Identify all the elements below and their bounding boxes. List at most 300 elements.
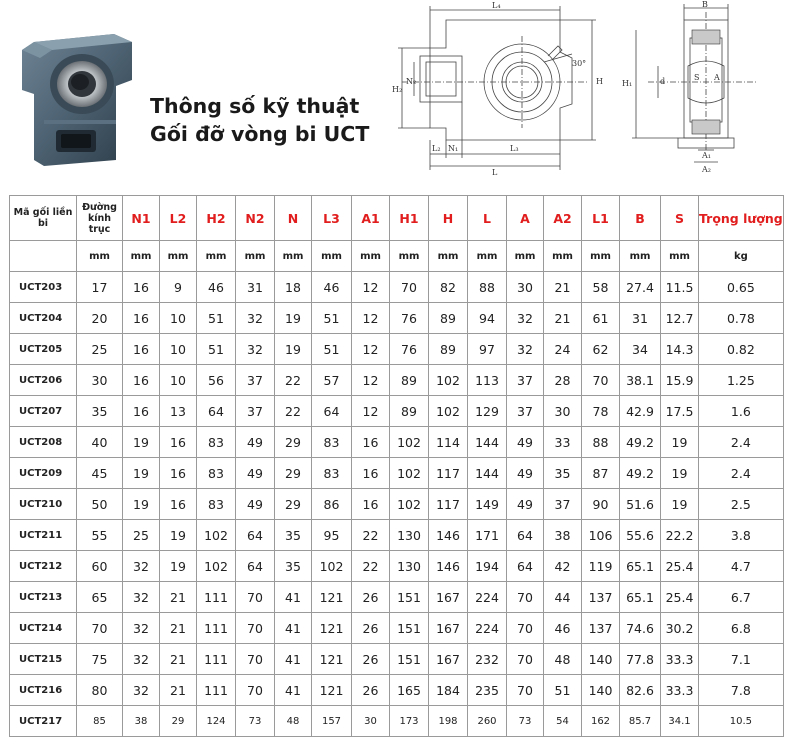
value-cell: 14.3 xyxy=(661,334,699,365)
unit-cell: mm xyxy=(352,241,390,272)
value-cell: 57 xyxy=(312,365,352,396)
value-cell: 1.6 xyxy=(699,396,784,427)
value-cell: 25 xyxy=(77,334,123,365)
value-cell: 151 xyxy=(390,582,429,613)
table-row xyxy=(10,644,784,675)
value-cell: 117 xyxy=(429,489,468,520)
value-cell: 35 xyxy=(77,396,123,427)
value-cell: 35 xyxy=(544,458,582,489)
value-cell: 10 xyxy=(160,334,197,365)
value-cell: 130 xyxy=(390,551,429,582)
value-cell: 167 xyxy=(429,613,468,644)
column-header: L2 xyxy=(160,196,197,241)
value-cell: 27.4 xyxy=(620,272,661,303)
value-cell: 30 xyxy=(507,272,544,303)
value-cell: 25 xyxy=(123,520,160,551)
value-cell: 0.65 xyxy=(699,272,784,303)
value-cell: 184 xyxy=(429,675,468,706)
value-cell: 111 xyxy=(197,644,236,675)
value-cell: 54 xyxy=(544,706,582,737)
model-cell: UCT204 xyxy=(10,303,77,334)
column-header: Mã gối liền bi xyxy=(10,196,77,241)
value-cell: 65.1 xyxy=(620,582,661,613)
unit-cell: mm xyxy=(123,241,160,272)
value-cell: 4.7 xyxy=(699,551,784,582)
dim-label-N1: N₁ xyxy=(448,144,459,153)
value-cell: 46 xyxy=(544,613,582,644)
value-cell: 119 xyxy=(582,551,620,582)
value-cell: 51 xyxy=(197,334,236,365)
value-cell: 86 xyxy=(312,489,352,520)
value-cell: 7.1 xyxy=(699,644,784,675)
value-cell: 33.3 xyxy=(661,675,699,706)
value-cell: 95 xyxy=(312,520,352,551)
value-cell: 64 xyxy=(236,551,275,582)
value-cell: 32 xyxy=(123,613,160,644)
value-cell: 22 xyxy=(275,365,312,396)
value-cell: 12.7 xyxy=(661,303,699,334)
dim-label-L: L xyxy=(492,168,498,177)
value-cell: 12 xyxy=(352,396,390,427)
value-cell: 11.5 xyxy=(661,272,699,303)
value-cell: 82 xyxy=(429,272,468,303)
value-cell: 21 xyxy=(160,675,197,706)
value-cell: 94 xyxy=(468,303,507,334)
spec-table xyxy=(9,195,784,737)
value-cell: 102 xyxy=(429,365,468,396)
value-cell: 88 xyxy=(468,272,507,303)
value-cell: 37 xyxy=(507,396,544,427)
value-cell: 83 xyxy=(197,458,236,489)
model-cell: UCT208 xyxy=(10,427,77,458)
value-cell: 48 xyxy=(544,644,582,675)
value-cell: 30 xyxy=(544,396,582,427)
value-cell: 25.4 xyxy=(661,551,699,582)
value-cell: 37 xyxy=(236,396,275,427)
value-cell: 46 xyxy=(197,272,236,303)
value-cell: 87 xyxy=(582,458,620,489)
unit-cell: mm xyxy=(275,241,312,272)
value-cell: 51 xyxy=(197,303,236,334)
bearing-unit-photo xyxy=(14,20,142,170)
value-cell: 46 xyxy=(312,272,352,303)
value-cell: 102 xyxy=(390,458,429,489)
model-cell: UCT212 xyxy=(10,551,77,582)
value-cell: 90 xyxy=(582,489,620,520)
value-cell: 49.2 xyxy=(620,458,661,489)
value-cell: 55 xyxy=(77,520,123,551)
column-header: H2 xyxy=(197,196,236,241)
unit-cell: mm xyxy=(197,241,236,272)
value-cell: 49 xyxy=(236,427,275,458)
value-cell: 19 xyxy=(661,427,699,458)
value-cell: 26 xyxy=(352,675,390,706)
table-body xyxy=(10,272,784,737)
table-row xyxy=(10,334,784,365)
table-row xyxy=(10,365,784,396)
value-cell: 16 xyxy=(160,458,197,489)
side-view-drawing xyxy=(618,0,778,178)
model-cell: UCT206 xyxy=(10,365,77,396)
value-cell: 64 xyxy=(312,396,352,427)
table-row xyxy=(10,396,784,427)
value-cell: 70 xyxy=(390,272,429,303)
column-header: L3 xyxy=(312,196,352,241)
value-cell: 73 xyxy=(507,706,544,737)
model-cell: UCT213 xyxy=(10,582,77,613)
value-cell: 140 xyxy=(582,675,620,706)
column-header: B xyxy=(620,196,661,241)
value-cell: 38 xyxy=(544,520,582,551)
value-cell: 16 xyxy=(352,427,390,458)
model-cell: UCT209 xyxy=(10,458,77,489)
value-cell: 102 xyxy=(312,551,352,582)
value-cell: 12 xyxy=(352,365,390,396)
value-cell: 146 xyxy=(429,551,468,582)
column-header: L xyxy=(468,196,507,241)
value-cell: 114 xyxy=(429,427,468,458)
model-cell: UCT211 xyxy=(10,520,77,551)
value-cell: 83 xyxy=(312,458,352,489)
value-cell: 89 xyxy=(390,365,429,396)
unit-cell: mm xyxy=(582,241,620,272)
value-cell: 45 xyxy=(77,458,123,489)
value-cell: 75 xyxy=(77,644,123,675)
value-cell: 130 xyxy=(390,520,429,551)
value-cell: 102 xyxy=(390,489,429,520)
title-line-1: Thông số kỹ thuật xyxy=(150,94,360,118)
value-cell: 26 xyxy=(352,613,390,644)
unit-cell xyxy=(10,241,77,272)
value-cell: 89 xyxy=(390,396,429,427)
value-cell: 48 xyxy=(275,706,312,737)
model-cell: UCT215 xyxy=(10,644,77,675)
value-cell: 44 xyxy=(544,582,582,613)
value-cell: 3.8 xyxy=(699,520,784,551)
value-cell: 37 xyxy=(544,489,582,520)
value-cell: 22.2 xyxy=(661,520,699,551)
model-cell: UCT216 xyxy=(10,675,77,706)
unit-cell: mm xyxy=(544,241,582,272)
value-cell: 10.5 xyxy=(699,706,784,737)
value-cell: 9 xyxy=(160,272,197,303)
value-cell: 32 xyxy=(123,551,160,582)
value-cell: 19 xyxy=(275,303,312,334)
dim-label-A: A xyxy=(714,73,720,82)
value-cell: 64 xyxy=(197,396,236,427)
value-cell: 13 xyxy=(160,396,197,427)
value-cell: 29 xyxy=(275,489,312,520)
value-cell: 20 xyxy=(77,303,123,334)
dim-label-H2: H₂ xyxy=(392,85,403,94)
value-cell: 30 xyxy=(352,706,390,737)
value-cell: 224 xyxy=(468,582,507,613)
column-header: A2 xyxy=(544,196,582,241)
unit-cell: mm xyxy=(312,241,352,272)
value-cell: 16 xyxy=(123,365,160,396)
value-cell: 6.8 xyxy=(699,613,784,644)
value-cell: 140 xyxy=(582,644,620,675)
value-cell: 32 xyxy=(507,303,544,334)
value-cell: 70 xyxy=(507,582,544,613)
value-cell: 40 xyxy=(77,427,123,458)
value-cell: 232 xyxy=(468,644,507,675)
front-view-drawing xyxy=(372,0,617,178)
value-cell: 76 xyxy=(390,334,429,365)
value-cell: 235 xyxy=(468,675,507,706)
value-cell: 42.9 xyxy=(620,396,661,427)
column-header: S xyxy=(661,196,699,241)
table-row xyxy=(10,458,784,489)
value-cell: 25.4 xyxy=(661,582,699,613)
value-cell: 2.4 xyxy=(699,458,784,489)
table-row xyxy=(10,613,784,644)
value-cell: 41 xyxy=(275,644,312,675)
value-cell: 41 xyxy=(275,613,312,644)
value-cell: 76 xyxy=(390,303,429,334)
dim-label-B: B xyxy=(702,0,708,9)
value-cell: 49.2 xyxy=(620,427,661,458)
value-cell: 80 xyxy=(77,675,123,706)
value-cell: 16 xyxy=(352,489,390,520)
value-cell: 16 xyxy=(123,334,160,365)
value-cell: 144 xyxy=(468,427,507,458)
value-cell: 124 xyxy=(197,706,236,737)
value-cell: 49 xyxy=(236,458,275,489)
value-cell: 19 xyxy=(123,458,160,489)
value-cell: 12 xyxy=(352,272,390,303)
value-cell: 113 xyxy=(468,365,507,396)
value-cell: 41 xyxy=(275,582,312,613)
value-cell: 129 xyxy=(468,396,507,427)
dim-label-L4: L₄ xyxy=(492,1,501,10)
value-cell: 18 xyxy=(275,272,312,303)
unit-cell: mm xyxy=(77,241,123,272)
value-cell: 83 xyxy=(197,427,236,458)
value-cell: 167 xyxy=(429,644,468,675)
value-cell: 26 xyxy=(352,582,390,613)
value-cell: 24 xyxy=(544,334,582,365)
value-cell: 51 xyxy=(312,303,352,334)
value-cell: 111 xyxy=(197,675,236,706)
value-cell: 70 xyxy=(236,675,275,706)
value-cell: 32 xyxy=(236,334,275,365)
column-header: H1 xyxy=(390,196,429,241)
table-row xyxy=(10,303,784,334)
column-header: A xyxy=(507,196,544,241)
value-cell: 70 xyxy=(77,613,123,644)
value-cell: 85 xyxy=(77,706,123,737)
value-cell: 10 xyxy=(160,303,197,334)
value-cell: 167 xyxy=(429,582,468,613)
value-cell: 29 xyxy=(160,706,197,737)
value-cell: 32 xyxy=(236,303,275,334)
value-cell: 173 xyxy=(390,706,429,737)
page-title xyxy=(150,92,369,148)
value-cell: 89 xyxy=(429,303,468,334)
dim-label-L2: L₂ xyxy=(432,144,441,153)
value-cell: 165 xyxy=(390,675,429,706)
value-cell: 49 xyxy=(507,427,544,458)
header xyxy=(0,0,792,190)
value-cell: 16 xyxy=(160,489,197,520)
value-cell: 70 xyxy=(582,365,620,396)
dim-label-N2: N₂ xyxy=(406,77,417,86)
value-cell: 70 xyxy=(236,613,275,644)
value-cell: 0.82 xyxy=(699,334,784,365)
value-cell: 29 xyxy=(275,458,312,489)
value-cell: 32 xyxy=(123,675,160,706)
value-cell: 102 xyxy=(390,427,429,458)
value-cell: 111 xyxy=(197,613,236,644)
dim-label-S: S xyxy=(694,73,700,82)
value-cell: 17 xyxy=(77,272,123,303)
value-cell: 224 xyxy=(468,613,507,644)
table-row xyxy=(10,582,784,613)
value-cell: 137 xyxy=(582,613,620,644)
value-cell: 26 xyxy=(352,644,390,675)
value-cell: 64 xyxy=(507,520,544,551)
value-cell: 10 xyxy=(160,365,197,396)
model-cell: UCT217 xyxy=(10,706,77,737)
value-cell: 194 xyxy=(468,551,507,582)
value-cell: 50 xyxy=(77,489,123,520)
value-cell: 32 xyxy=(507,334,544,365)
value-cell: 34.1 xyxy=(661,706,699,737)
dim-label-A2: A₂ xyxy=(702,165,711,174)
unit-cell: mm xyxy=(429,241,468,272)
value-cell: 31 xyxy=(236,272,275,303)
value-cell: 56 xyxy=(197,365,236,396)
value-cell: 121 xyxy=(312,582,352,613)
value-cell: 16 xyxy=(160,427,197,458)
value-cell: 146 xyxy=(429,520,468,551)
value-cell: 35 xyxy=(275,520,312,551)
value-cell: 61 xyxy=(582,303,620,334)
value-cell: 64 xyxy=(236,520,275,551)
value-cell: 21 xyxy=(160,613,197,644)
value-cell: 117 xyxy=(429,458,468,489)
dim-label-H: H xyxy=(596,77,603,86)
column-header: H xyxy=(429,196,468,241)
value-cell: 162 xyxy=(582,706,620,737)
dim-label-angle: 30° xyxy=(572,59,587,68)
value-cell: 88 xyxy=(582,427,620,458)
value-cell: 60 xyxy=(77,551,123,582)
unit-cell: mm xyxy=(468,241,507,272)
value-cell: 6.7 xyxy=(699,582,784,613)
value-cell: 16 xyxy=(123,272,160,303)
dim-label-H1: H₁ xyxy=(622,79,633,88)
value-cell: 32 xyxy=(123,644,160,675)
unit-cell: kg xyxy=(699,241,784,272)
column-header: N2 xyxy=(236,196,275,241)
value-cell: 106 xyxy=(582,520,620,551)
column-header: N1 xyxy=(123,196,160,241)
title-line-2: Gối đỡ vòng bi UCT xyxy=(150,122,370,146)
value-cell: 41 xyxy=(275,675,312,706)
value-cell: 51 xyxy=(544,675,582,706)
value-cell: 49 xyxy=(507,489,544,520)
dim-label-L3: L₃ xyxy=(510,144,519,153)
model-cell: UCT203 xyxy=(10,272,77,303)
value-cell: 51 xyxy=(312,334,352,365)
table-header-row xyxy=(10,196,784,241)
value-cell: 22 xyxy=(352,520,390,551)
unit-cell: mm xyxy=(236,241,275,272)
value-cell: 16 xyxy=(123,396,160,427)
table-row xyxy=(10,272,784,303)
unit-cell: mm xyxy=(160,241,197,272)
value-cell: 74.6 xyxy=(620,613,661,644)
value-cell: 62 xyxy=(582,334,620,365)
value-cell: 12 xyxy=(352,303,390,334)
value-cell: 28 xyxy=(544,365,582,396)
table-row xyxy=(10,489,784,520)
value-cell: 19 xyxy=(275,334,312,365)
value-cell: 30 xyxy=(77,365,123,396)
value-cell: 171 xyxy=(468,520,507,551)
value-cell: 15.9 xyxy=(661,365,699,396)
value-cell: 38.1 xyxy=(620,365,661,396)
table-row xyxy=(10,551,784,582)
value-cell: 38 xyxy=(123,706,160,737)
table-units-row xyxy=(10,241,784,272)
value-cell: 64 xyxy=(507,551,544,582)
value-cell: 49 xyxy=(507,458,544,489)
value-cell: 65.1 xyxy=(620,551,661,582)
value-cell: 7.8 xyxy=(699,675,784,706)
value-cell: 17.5 xyxy=(661,396,699,427)
value-cell: 51.6 xyxy=(620,489,661,520)
value-cell: 78 xyxy=(582,396,620,427)
value-cell: 19 xyxy=(160,520,197,551)
value-cell: 49 xyxy=(236,489,275,520)
unit-cell: mm xyxy=(661,241,699,272)
dim-label-d: d xyxy=(660,77,666,86)
value-cell: 31 xyxy=(620,303,661,334)
value-cell: 37 xyxy=(236,365,275,396)
value-cell: 85.7 xyxy=(620,706,661,737)
value-cell: 121 xyxy=(312,613,352,644)
value-cell: 70 xyxy=(507,644,544,675)
table-row xyxy=(10,427,784,458)
unit-cell: mm xyxy=(507,241,544,272)
value-cell: 34 xyxy=(620,334,661,365)
value-cell: 19 xyxy=(661,458,699,489)
value-cell: 137 xyxy=(582,582,620,613)
value-cell: 29 xyxy=(275,427,312,458)
value-cell: 1.25 xyxy=(699,365,784,396)
value-cell: 42 xyxy=(544,551,582,582)
value-cell: 19 xyxy=(123,427,160,458)
value-cell: 16 xyxy=(352,458,390,489)
value-cell: 16 xyxy=(123,303,160,334)
model-cell: UCT210 xyxy=(10,489,77,520)
column-header: A1 xyxy=(352,196,390,241)
value-cell: 19 xyxy=(123,489,160,520)
value-cell: 21 xyxy=(544,272,582,303)
value-cell: 82.6 xyxy=(620,675,661,706)
value-cell: 70 xyxy=(236,644,275,675)
column-header: L1 xyxy=(582,196,620,241)
column-header: Đường kính trục xyxy=(77,196,123,241)
value-cell: 149 xyxy=(468,489,507,520)
value-cell: 121 xyxy=(312,644,352,675)
value-cell: 37 xyxy=(507,365,544,396)
value-cell: 55.6 xyxy=(620,520,661,551)
column-header: N xyxy=(275,196,312,241)
